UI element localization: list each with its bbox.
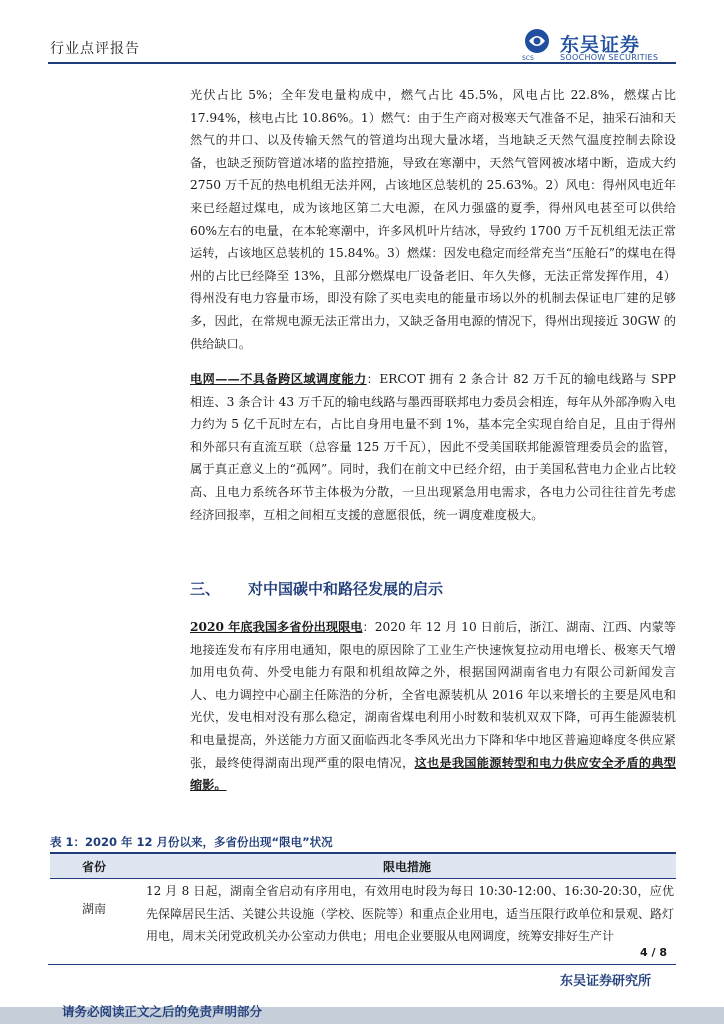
column-header-measures: 限电措施 (382, 860, 431, 874)
table-cell-province: 湖南 (81, 902, 106, 916)
company-logo (520, 28, 680, 64)
section-number: 三、 (190, 580, 221, 598)
paragraph-lead: 2020 年底我国多省份出现限电 (190, 620, 363, 634)
disclaimer-text: 请务必阅读正文之后的免责声明部分 (62, 1004, 263, 1019)
logo-name-en: SOOCHOW SECURITIES (560, 53, 659, 62)
paragraph-power-rationing (190, 616, 676, 797)
logo-mark-text: SCS (522, 55, 534, 62)
paragraph-generation-mix (190, 84, 676, 355)
paragraph-text: 光伏占比 5%；全年发电量构成中，燃气占比 45.5%，风电占比 22.8%，燃煤占比 17.94%，核电占比 10.86%。1）燃气：由于生产商对极寒天气准备不足，抽采石油和天然气的井口、以及传输天然气的管道均出现大量冰堵，当地缺乏天然气温度控制去除设备，也缺乏预防管道冰堵的监控措施，导致在寒潮中，天然气管网被冰堵中断，造成大约 2750 万千瓦的热电机组无法并网，占该地区总装机的 25.63%。2）风电：得州风电近年来已经超过煤电，成为该地区第二大电源，在风力强盛的夏季，得州风电甚至可以供给 60%左右的电量，在本轮寒潮中，许多风机叶片结冰，导致约 1700 万千瓦机组无法正常运转，占该地区总装机的 15.84%。3）燃煤：因发电稳定而经常充当“压舱石”的煤电在得州的占比已经降至 13%，且部分燃煤电厂设备老旧、年久失修，无法正常发挥作用，4）得州没有电力容量市场，即没有除了买电卖电的能量市场以外的机制去保证电厂建的足够多，因此，在常规电源无法正常出力，又缺乏备用电源的情况下，得州出现接近 30GW 的供给缺口。 (190, 88, 676, 351)
header-divider (48, 62, 676, 64)
table-header-row (50, 854, 676, 878)
paragraph-text: ：ERCOT 拥有 2 条合计 82 万千瓦的输电线路与 SPP 相连、3 条合计 43 万千瓦的输电线路与墨西哥联邦电力委员会相连，每年从外部净购入电力约为 5 亿千瓦时左右，占比自身用电量不到 1%，基本完全实现自给自足，且由于得州和外部只有直流互联（总容量 125 万千瓦），因此不受美国联邦能源管理委员会的监管，属于真正意义上的“孤网”。同时，我们在前文中已经介绍，由于美国私营电力企业占比较高、且电力系统各环节主体极为分散，一旦出现紧急用电需求，各电力公司往往首先考虑经济回报率，互相之间相互支援的意愿很低，统一调度难度极大。 (190, 372, 677, 522)
table-cell-text: 12 月 8 日起，湖南全省启动有序用电，有效用电时段为每日 10:30-12:00、16:30-20:30，应优先保障居民生活、关键公共设施（学校、医院等）和重点企业用电，适当压限行政单位和景观、路灯用电，周末关闭党政机关办公室动力供电；用电企业要服从电网调度，统筹安排好生产计 (146, 884, 675, 943)
table-cell-measures (146, 880, 674, 948)
paragraph-highlight: 这也是我国能源转型和电力供应安全矛盾的典型缩影。 (190, 755, 676, 793)
paragraph-text: ：2020 年 12 月 10 日前后，浙江、湖南、江西、内蒙等地接连发布有序用电通知，限电的原因除了工业生产快速恢复拉动用电增长、极寒天气增加用电负荷、外受电能力有限和机组故障之外，根据国网湖南省电力有限公司新闻发言人、电力调控中心副主任陈浩的分析，全省电源装机从 2016 年以来增长的主要是风电和光伏，发电相对没有那么稳定，湖南省煤电利用小时数和装机双双下降，可再生能源装机和电量提高，外送能力方面又面临西北冬季风光出力下降和华中地区普遍迎峰度冬供应紧张，最终使得湖南出现严重的限电情况， (190, 620, 676, 770)
report-type-label: 行业点评报告 (50, 41, 140, 57)
page-number: 4 / 8 (640, 946, 667, 959)
paragraph-lead: 电网——不具备跨区域调度能力 (190, 372, 367, 386)
section-heading (190, 578, 443, 599)
footer-organization: 东吴证券研究所 (560, 974, 652, 989)
paragraph-grid (190, 368, 676, 526)
table-header-rule (50, 878, 676, 879)
footer-divider (48, 964, 676, 965)
section-title: 对中国碳中和路径发展的启示 (248, 580, 444, 598)
logo-name-cn: 东吴证券 (560, 34, 641, 56)
table-caption: 表 1：2020 年 12 月份以来，多省份出现“限电”状况 (50, 835, 333, 849)
column-header-province: 省份 (81, 860, 106, 874)
